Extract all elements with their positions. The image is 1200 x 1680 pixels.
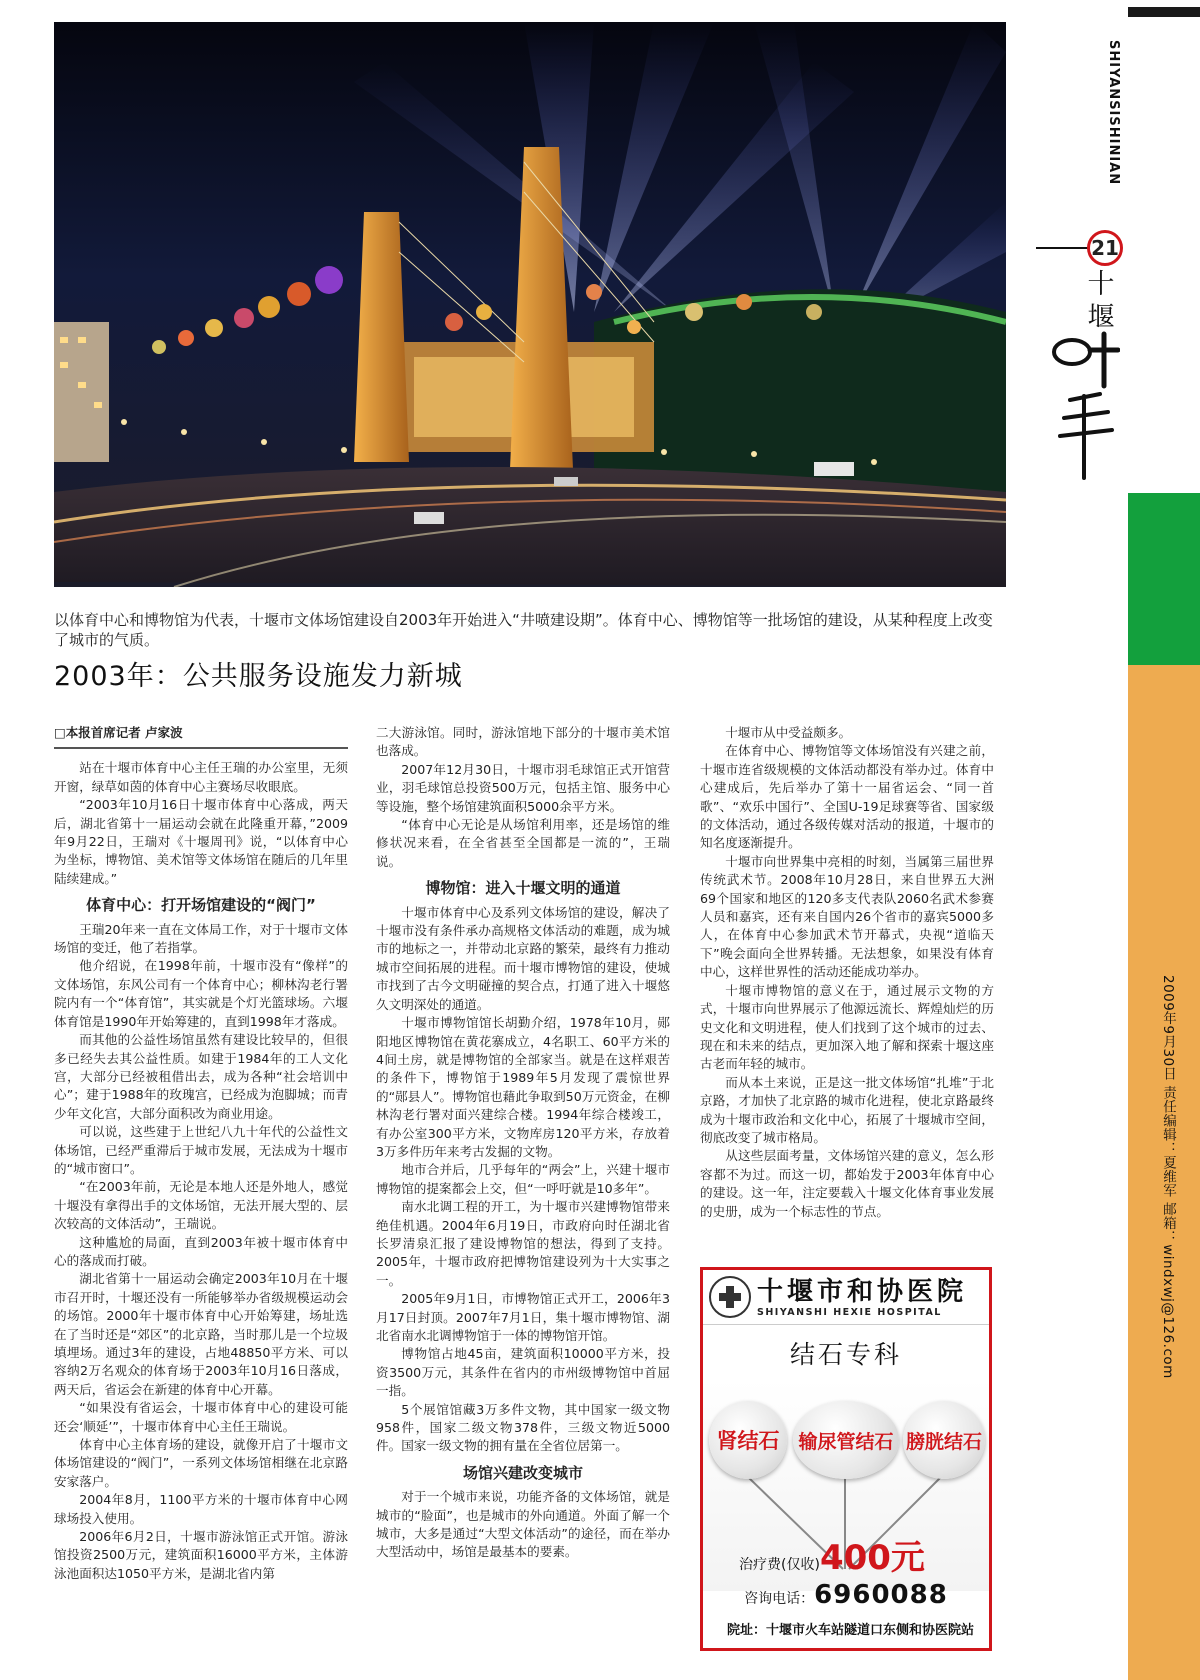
paragraph: 站在十堰市体育中心主任王瑞的办公室里，无须开窗，绿草如茵的体育中心主赛场尽收眼底。 <box>54 760 348 794</box>
paragraph: 地市合并后，几乎每年的“两会”上，兴建十堰市博物馆的提案都会上交，但“一呼吁就是10多年”。 <box>376 1162 670 1196</box>
article-column-1 <box>54 724 348 1583</box>
paragraph: 湖北省第十一届运动会确定2003年10月在十堰市召开时，十堰还没有一所能够举办省级规模运动会的场馆。2000年十堰市体育中心开始筹建，场址选在了当时还是“郊区”的北京路，当时那儿是一个垃圾填埋场。通过3年的建设，占地48850平方米、可以容纳2万名观众的体育场于2003年10月16日落成，两天后，省运会在新建的体育中心开幕。 <box>54 1271 348 1397</box>
paragraph: “2003年10月16日十堰市体育中心落成，两天后，湖北省第十一届运动会就在此隆重开幕，”2009年9月22日，王瑞对《十堰周刊》说，“以体育中心为坐标，博物馆、美术馆等文体场馆在随后的几年里陆续建成。” <box>54 797 348 886</box>
side-strip-green <box>1128 493 1200 665</box>
section-heading: 博物馆：进入十堰文明的通道 <box>425 879 621 898</box>
column-2-body <box>376 724 670 1562</box>
article-column-2 <box>376 724 670 1562</box>
paragraph: 王瑞20年来一直在文体局工作，对于十堰市文体场馆的变迁，他了若指掌。 <box>54 921 348 956</box>
side-pinyin: SHIYANSISHINIAN <box>1106 40 1121 186</box>
side-strip-top <box>1128 7 1200 493</box>
ad-department: 结石专科 <box>789 1340 902 1369</box>
paragraph: 体育中心主体育场的建设，就像开启了十堰市文体场馆建设的“阀门”，一系列文体场馆相继在北京路安家落户。 <box>54 1437 348 1489</box>
article-headline: 2003年：公共服务设施发力新城 <box>54 661 463 692</box>
paragraph: 而其他的公益性场馆虽然有建设比较早的，但很多已经失去其公益性质。如建于1984年的工人文化宫，大部分已经被租借出去，成为各种“社会培训中心”；建于1988年的玫瑰宫，已经成为泡脚城；而青少年文化宫，大部分面积改为商业用途。 <box>54 1032 348 1121</box>
ad-item-kidney-stone: 肾结石 <box>709 1401 787 1479</box>
ad-phone-number: 6960088 <box>814 1580 948 1610</box>
paragraph: “如果没有省运会，十堰市体育中心的建设可能还会‘顺延’”，十堰市体育中心主任王瑞说。 <box>54 1400 348 1434</box>
paragraph: 2005年9月1日，市博物馆正式开工，2006年3月17日封顶。2007年7月1日，集十堰市博物馆、湖北省南水北调博物馆于一体的博物馆开馆。 <box>376 1291 670 1343</box>
paragraph: 对于一个城市来说，功能齐备的文体场馆，就是城市的“脸面”，也是城市的外向通道。外面了解一个城市，大多是通过“大型文体活动”的途径，而在举办大型活动中，场馆是最基本的要素。 <box>376 1489 670 1560</box>
paragraph: 博物馆占地45亩，建筑面积10000平方米，投资3500万元，其条件在省内的市州级博物馆中首屈一指。 <box>376 1346 670 1399</box>
section-logo-city: 十堰 <box>1087 269 1115 333</box>
paragraph: 十堰市体育中心及系列文体场馆的建设，解决了十堰市没有条件承办高规格文体活动的难题，成为城市的地标之一，并带动北京路的繁荣，最终有力推动城市空间拓展的进程。而十堰市博物馆的建设，使城市找到了古今文明碰撞的契合点，打通了进入十堰悠久文明深处的通道。 <box>376 904 670 1012</box>
forty-years-calligraphy-icon <box>1050 330 1120 480</box>
paragraph: 南水北调工程的开工，为十堰市兴建博物馆带来绝佳机遇。2004年6月19日，市政府向时任湖北省长罗清泉汇报了建设博物馆的想法，得到了支持。2005年，十堰市政府把博物馆建设列为十大实事之一。 <box>376 1199 670 1288</box>
byline: □本报首席记者 卢家波 <box>54 724 348 749</box>
paragraph: 而从本土来说，正是这一批文体场馆“扎堆”于北京路，才加快了北京路的城市化进程，使北京路最终成为十堰市政治和文化中心，拓展了十堰城市空间，彻底改变了城市格局。 <box>700 1074 994 1145</box>
section-heading: 体育中心：打开场馆建设的“阀门” <box>86 896 316 915</box>
ad-item-bladder-stone: 膀胱结石 <box>903 1401 985 1479</box>
paragraph: 2006年6月2日，十堰市游泳馆正式开馆。游泳馆投资2500万元，建筑面积16000平方米，主体游泳池面积达1050平方米，是湖北省内第 <box>54 1529 348 1581</box>
hospital-advertisement <box>700 1267 992 1651</box>
ad-price: 治疗费(仅收)400元 <box>739 1538 925 1578</box>
ad-address: 院址：十堰市火车站隧道口东侧和协医院站 <box>727 1623 975 1638</box>
section-logo-anniversary <box>1050 330 1120 492</box>
paragraph: 可以说，这些建于上世纪八九十年代的公益性文体场馆，已经严重滞后于城市发展，无法成为十堰市的“城市窗口”。 <box>54 1124 348 1176</box>
ad-item-ureter-stone: 输尿管结石 <box>793 1401 899 1479</box>
paragraph: 十堰市博物馆馆长胡勤介绍，1978年10月，郧阳地区博物馆在黄花寨成立，4名职工、60平方米的4间土房，就是博物馆的全部家当。就是在这样艰苦的条件下，博物馆于1989年5月发现了震惊世界的“郧县人”。博物馆也藉此争取到50万元资金，在柳林沟老行署对面兴建综合楼。1994年综合楼竣工，有办公室300平方米，文物库房120平方米，存放着3万多件历年来考古发掘的文物。 <box>376 1015 670 1159</box>
photo-caption: 以体育中心和博物馆为代表，十堰市文体场馆建设自2003年开始进入“井喷建设期”。体育中心、博物馆等一批场馆的建设，从某种程度上改变了城市的气质。 <box>54 611 993 649</box>
paragraph: “体育中心无论是从场馆利用率，还是场馆的维修状况来看，在全省甚至全国都是一流的”，王瑞说。 <box>376 817 670 869</box>
paragraph: 2007年12月30日，十堰市羽毛球馆正式开馆营业，羽毛球馆总投资500万元，包括主馆、服务中心等设施，整个场馆建筑面积5000余平方米。 <box>376 761 670 814</box>
ad-header <box>703 1270 989 1325</box>
paragraph: 十堰市从中受益颇多。 <box>725 725 852 740</box>
stadium-night-photo <box>54 22 1006 587</box>
column-1-body <box>54 759 348 1583</box>
ad-price-value: 400元 <box>819 1538 925 1578</box>
hospital-name: 十堰市和协医院 <box>757 1276 968 1307</box>
hospital-name-english: SHIYANSHI HEXIE HOSPITAL <box>757 1306 942 1318</box>
paragraph: 十堰市向世界集中亮相的时刻，当属第三届世界传统武术节。2008年10月28日，来自世界五大洲69个国家和地区的120多支代表队2060名武术参赛人员和嘉宾，还有来自国内26个省市的嘉宾5000多人，在体育中心参加武术节开幕式，央视“道临天下”晚会面向全世界转播。无法想象，如果没有体育中心，这样世界性的活动还能成功举办。 <box>700 853 994 980</box>
paragraph: 5个展馆馆藏3万多件文物，其中国家一级文物958件，国家二级文物378件，三级文物近5000件。国家一级文物的拥有量在全省位居第一。 <box>376 1401 670 1454</box>
paragraph: 在体育中心、博物馆等文体场馆没有兴建之前，十堰市连省级规模的文体活动都没有举办过。体育中心建成后，先后举办了第十一届省运会、“同一首歌”、“欢乐中国行”、全国U-19足球赛等省、国家级的文体活动，通过各级传媒对活动的报道，十堰市的知名度逐渐提升。 <box>700 743 994 851</box>
page-number: 21 <box>1087 230 1123 266</box>
article-column-3 <box>700 724 994 1221</box>
page-arrow-icon <box>1036 247 1092 249</box>
ad-stone-graphic <box>703 1379 989 1591</box>
stadium-night-illustration <box>54 22 1006 587</box>
column-3-body <box>700 724 994 1221</box>
paragraph: 这种尴尬的局面，直到2003年被十堰市体育中心的落成而打破。 <box>54 1234 348 1268</box>
paragraph: 他介绍说，在1998年前，十堰市没有“像样”的文体场馆，东风公司有一个体育中心；柳林沟老行署院内有一个“体育馆”，其实就是个灯光篮球场。六堰体育馆是1990年开始筹建的，直到1998年才落成。 <box>54 958 348 1029</box>
hospital-logo-icon <box>709 1276 751 1318</box>
paragraph: 从这些层面考量，文体场馆兴建的意义，怎么形容都不为过。而这一切，都始发于2003年体育中心的建设。这一年，注定要载入十堰文化体育事业发展的史册，成为一个标志性的节点。 <box>700 1148 994 1219</box>
section-heading: 场馆兴建改变城市 <box>462 1463 583 1482</box>
paragraph: 2004年8月，1100平方米的十堰市体育中心网球场投入使用。 <box>54 1492 348 1526</box>
paragraph: 二大游泳馆。同时，游泳馆地下部分的十堰市美术馆也落成。 <box>376 725 670 759</box>
dateline-editor-email: 2009年9月30日 责任编辑：夏维军 邮箱：windxwj@126.com <box>1160 975 1176 1379</box>
paragraph: “在2003年前，无论是本地人还是外地人，感觉十堰没有拿得出手的文体场馆，无法开展大型的、层次较高的文体活动”，王瑞说。 <box>54 1179 348 1232</box>
paragraph: 十堰市博物馆的意义在于，通过展示文物的方式，十堰市向世界展示了他源远流长、辉煌灿烂的历史文化和文明进程，使人们找到了这个城市的过去、现在和未来的结点，更加深入地了解和探索十堰这座古老而年轻的城市。 <box>700 982 994 1072</box>
ad-phone: 咨询电话：6960088 <box>744 1580 948 1610</box>
